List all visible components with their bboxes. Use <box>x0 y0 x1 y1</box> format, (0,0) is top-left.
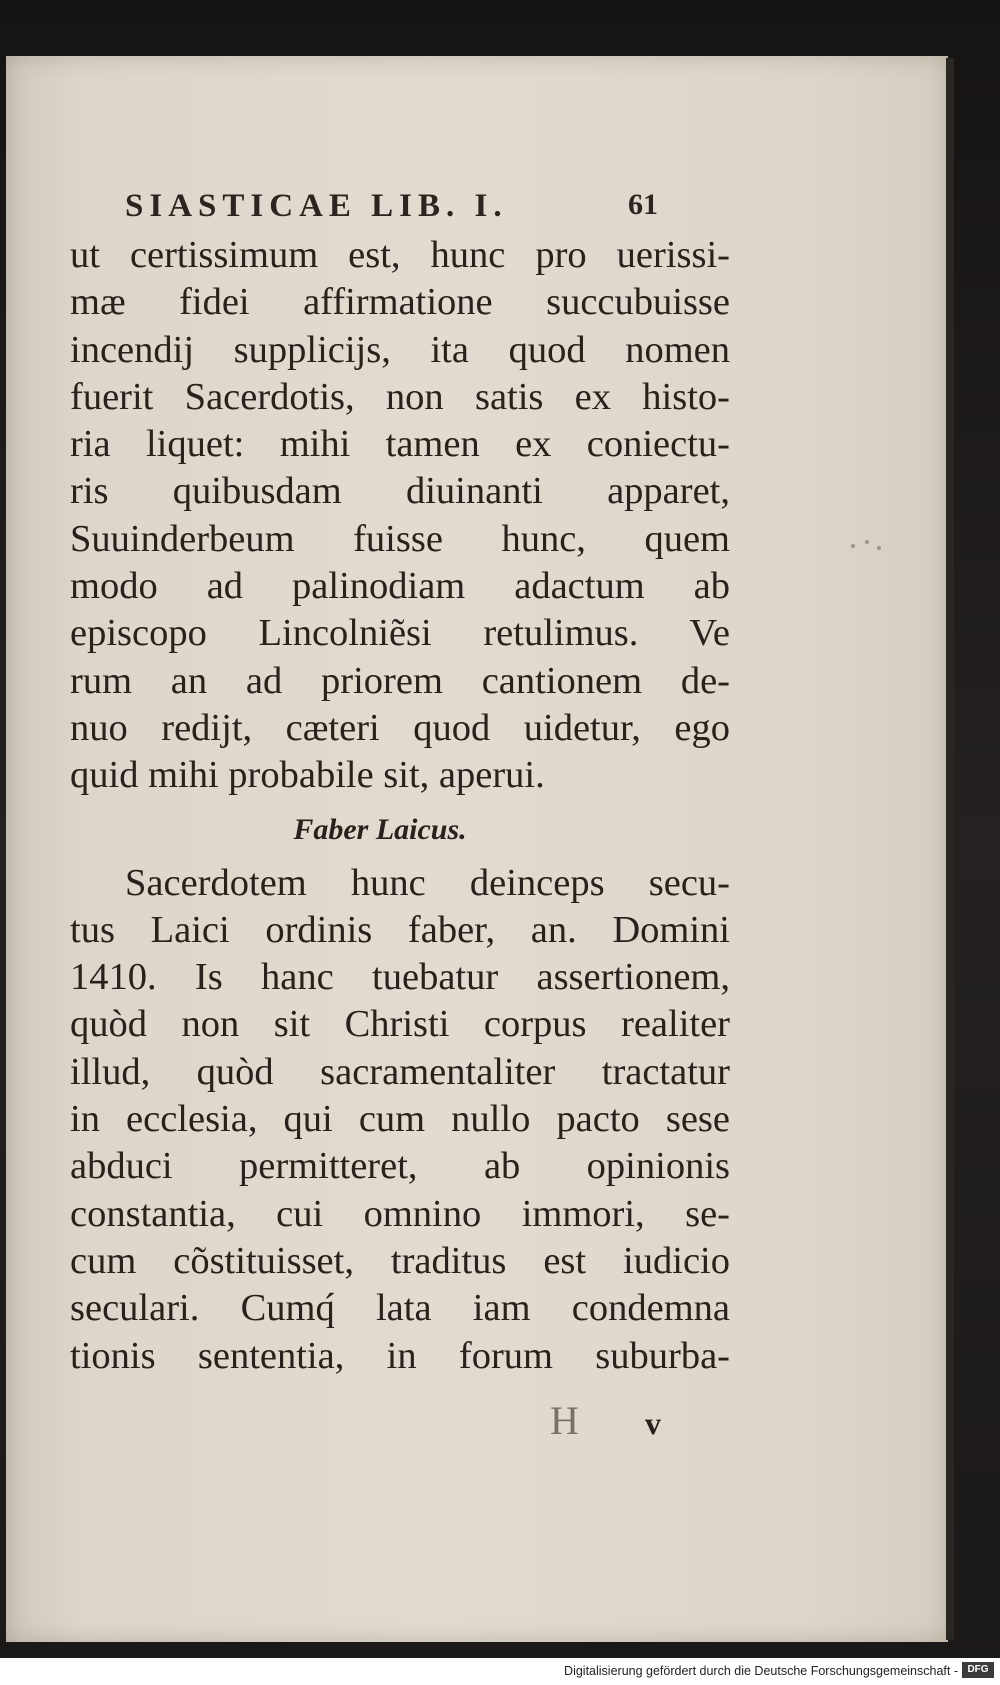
text-line: tionis sententia, in forum suburba- <box>70 1334 730 1377</box>
text-line: constantia, cui omnino immori, se- <box>70 1192 730 1235</box>
signature-letter: H <box>550 1398 583 1443</box>
text-line: seculari. Cumq́ lata iam condemna <box>70 1287 730 1330</box>
text-line: Sacerdotem hunc deinceps secu- <box>125 861 730 904</box>
text-line: quòd non sit Christi corpus realiter <box>70 1003 730 1046</box>
running-head <box>120 188 680 228</box>
text-line: ut certissimum est, hunc pro uerissi- <box>70 234 730 276</box>
text-line: 1410. Is hanc tuebatur assertionem, <box>70 956 730 999</box>
footer-bar <box>0 1658 1000 1685</box>
text-line: rum an ad priorem cantionem de- <box>70 659 730 702</box>
text-line: quid mihi probabile sit, aperui. <box>70 754 545 797</box>
text-line: in ecclesia, qui cum nullo pacto sese <box>70 1098 730 1141</box>
text-line: abduci permitteret, ab opinionis <box>70 1145 730 1188</box>
footer-credit: Digitalisierung gefördert durch die Deutsche Forschungsgemeinschaft - <box>564 1664 958 1678</box>
page-edge <box>946 58 954 1640</box>
section-heading: Faber Laicus. <box>293 812 467 846</box>
running-title: SIASTICAE LIB. I. <box>125 188 508 224</box>
text-line: Suuinderbeum fuisse hunc, quem <box>70 517 730 560</box>
dfg-logo: DFG <box>962 1662 994 1678</box>
text-line: cum cõstituisset, traditus est iudicio <box>70 1239 730 1282</box>
catchword: v <box>645 1405 661 1441</box>
text-line: episcopo Lincolniẽsi retulimus. Ve <box>70 612 730 655</box>
main-text <box>70 232 730 1380</box>
ink-speck <box>851 536 891 556</box>
text-line: tus Laici ordinis faber, an. Domini <box>70 908 730 951</box>
folio-number: 61 <box>628 188 658 221</box>
text-line: nuo redijt, cæteri quod uidetur, ego <box>70 706 730 749</box>
text-line: incendij supplicijs, ita quod nomen <box>70 328 730 371</box>
signature-mark <box>545 1397 685 1447</box>
text-line: ria liquet: mihi tamen ex coniectu- <box>70 423 730 466</box>
text-line: illud, quòd sacramentaliter tractatur <box>70 1050 730 1093</box>
text-line: modo ad palinodiam adactum ab <box>70 565 730 608</box>
text-line: ris quibusdam diuinanti apparet, <box>70 470 730 513</box>
text-line: mæ fidei affirmatione succubuisse <box>70 281 730 324</box>
text-line: fuerit Sacerdotis, non satis ex histo- <box>70 375 730 418</box>
